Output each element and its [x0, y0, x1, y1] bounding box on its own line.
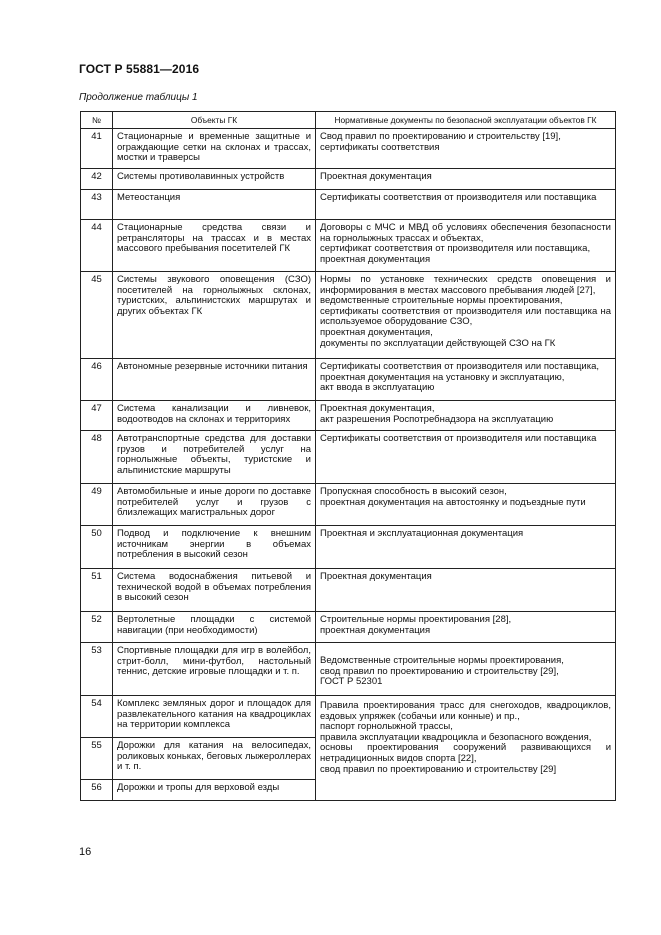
object-name: Системы звукового оповещения (СЗО) посетителей на горнолыжных склонах, туристских, альпинистских маршрутах и других объектах ГК	[113, 272, 316, 359]
document-item: Свод правил по проектированию и строительству [19],	[320, 131, 561, 142]
document-item: свод правил по проектированию и строительству [29],	[320, 665, 559, 677]
row-number: 53	[81, 643, 113, 696]
row-number: 41	[81, 129, 113, 169]
document-item: Ведомственные строительные нормы проектирования,	[320, 655, 564, 666]
document-item: основы проектирования сооружений развивающихся и нетрадиционных видов спорта [22],	[320, 742, 611, 764]
object-name: Подвод и подключение к внешним источникам энергии в объемах потребления в высокий сезон	[113, 526, 316, 569]
document-list	[316, 359, 616, 401]
document-item: документы по эксплуатации действующей СЗО на ГК	[320, 337, 556, 349]
document-list	[316, 220, 616, 272]
object-name: Автономные резервные источники питания	[113, 359, 316, 401]
row-number: 48	[81, 431, 113, 484]
document-list	[316, 169, 616, 190]
column-header-number: №	[81, 112, 113, 129]
document-list	[316, 484, 616, 526]
document-header: ГОСТ Р 55881—2016	[79, 62, 200, 76]
row-number: 50	[81, 526, 113, 569]
document-list	[316, 272, 616, 359]
object-name: Дорожки и тропы для верховой езды	[113, 780, 316, 801]
page-number: 16	[79, 846, 92, 858]
document-list	[316, 401, 616, 431]
document-item: проектная документация,	[320, 326, 433, 338]
document-list	[316, 129, 616, 169]
document-item: Договоры с МЧС и МВД об условиях обеспечения безопасности на горнолыжных трассах и объектах,	[320, 222, 611, 244]
document-item: проектная документация	[320, 624, 431, 636]
object-name: Спортивные площадки для игр в волейбол, стрит-болл, мини-футбол, настольный теннис, детские игровые площадки и т. п.	[113, 643, 316, 696]
document-item: Пропускная способность в высокий сезон,	[320, 486, 507, 497]
row-number: 42	[81, 169, 113, 190]
document-list	[316, 526, 616, 569]
row-number: 45	[81, 272, 113, 359]
row-number: 47	[81, 401, 113, 431]
object-name: Система канализации и ливневок, водоотводов на склонах и территориях	[113, 401, 316, 431]
document-item: ведомственные строительные нормы проектирования,	[320, 295, 563, 307]
table-row	[81, 696, 616, 738]
document-item: Строительные нормы проектирования [28],	[320, 614, 512, 625]
table-row	[81, 643, 616, 696]
table-row	[81, 272, 616, 359]
object-name: Система водоснабжения питьевой и технической водой в объемах потребления в высокий сезон	[113, 569, 316, 612]
table-row	[81, 169, 616, 190]
objects-table	[80, 111, 616, 801]
document-item: правила эксплуатации квадроцикла и безопасного вождения,	[320, 731, 592, 743]
table-caption: Продолжение таблицы 1	[79, 92, 198, 103]
document-item: Проектная документация	[320, 171, 432, 182]
document-item: акт ввода в эксплуатацию	[320, 382, 435, 394]
document-item: паспорт горнолыжной трассы,	[320, 721, 453, 733]
object-name: Автомобильные и иные дороги по доставке потребителей услуг и грузов с близлежащих магистральных дорог	[113, 484, 316, 526]
document-item: Проектная документация	[320, 571, 432, 582]
table-row	[81, 526, 616, 569]
table-row	[81, 129, 616, 169]
table-header-row	[81, 112, 616, 129]
shared-document-list	[316, 696, 616, 801]
document-item: Проектная и эксплуатационная документация	[320, 528, 524, 539]
table-row	[81, 359, 616, 401]
column-header-objects: Объекты ГК	[113, 112, 316, 129]
object-name: Комплекс земляных дорог и площадок для развлекательного катания на квадроциклах на территории комплекса	[113, 696, 316, 738]
document-item: сертификаты соответствия	[320, 141, 440, 153]
document-list	[316, 569, 616, 612]
document-list	[316, 643, 616, 696]
object-name: Стационарные средства связи и ретрансляторы на трассах и в местах массового пребывания посетителей ГК	[113, 220, 316, 272]
document-item: ГОСТ Р 52301	[320, 676, 383, 688]
row-number: 52	[81, 612, 113, 643]
document-item: проектная документация	[320, 253, 431, 265]
row-number: 56	[81, 780, 113, 801]
object-name: Метеостанция	[113, 190, 316, 220]
row-number: 55	[81, 738, 113, 780]
table-row	[81, 569, 616, 612]
table-row	[81, 431, 616, 484]
row-number: 43	[81, 190, 113, 220]
table-row	[81, 612, 616, 643]
table-row	[81, 484, 616, 526]
table-row	[81, 190, 616, 220]
object-name: Вертолетные площадки с системой навигации (при необходимости)	[113, 612, 316, 643]
document-item: сертификат соответствия от производителя или поставщика,	[320, 243, 591, 255]
document-item: Нормы по установке технических средств оповещения и информирования в местах массового пребывания людей [27],	[320, 274, 611, 296]
row-number: 44	[81, 220, 113, 272]
document-item: акт разрешения Роспотребнадзора на эксплуатацию	[320, 413, 554, 425]
object-name: Системы противолавинных устройств	[113, 169, 316, 190]
document-list	[316, 190, 616, 220]
document-item: Сертификаты соответствия от производителя или поставщика	[320, 192, 597, 203]
row-number: 51	[81, 569, 113, 612]
table-row	[81, 401, 616, 431]
column-header-documents: Нормативные документы по безопасной эксплуатации объектов ГК	[316, 112, 616, 129]
document-item: Сертификаты соответствия от производителя или поставщика	[320, 433, 597, 444]
document-item: проектная документация на установку и эксплуатацию,	[320, 371, 565, 383]
document-item: свод правил по проектированию и строительству [29]	[320, 763, 557, 775]
object-name: Автотранспортные средства для доставки грузов и потребителей услуг на горнолыжные объекты, туристские и альпинистские маршруты	[113, 431, 316, 484]
object-name: Дорожки для катания на велосипедах, роликовых коньках, беговых лыжероллерах и т. п.	[113, 738, 316, 780]
table-row	[81, 220, 616, 272]
document-list	[316, 431, 616, 484]
document-item: Сертификаты соответствия от производителя или поставщика,	[320, 361, 600, 372]
document-item: Правила проектирования трасс для снегоходов, квадроциклов, ездовых упряжек (собачьи или конные) и пр.,	[320, 700, 611, 722]
row-number: 54	[81, 696, 113, 738]
row-number: 46	[81, 359, 113, 401]
document-item: Проектная документация,	[320, 403, 435, 414]
document-list	[316, 612, 616, 643]
row-number: 49	[81, 484, 113, 526]
document-item: сертификаты соответствия от производителя или поставщика на используемое оборудование СЗО,	[320, 305, 611, 328]
document-item: проектная документация на автостоянку и подъездные пути	[320, 496, 586, 508]
object-name: Стационарные и временные защитные и ограждающие сетки на склонах и трассах, мостки и траверсы	[113, 129, 316, 169]
